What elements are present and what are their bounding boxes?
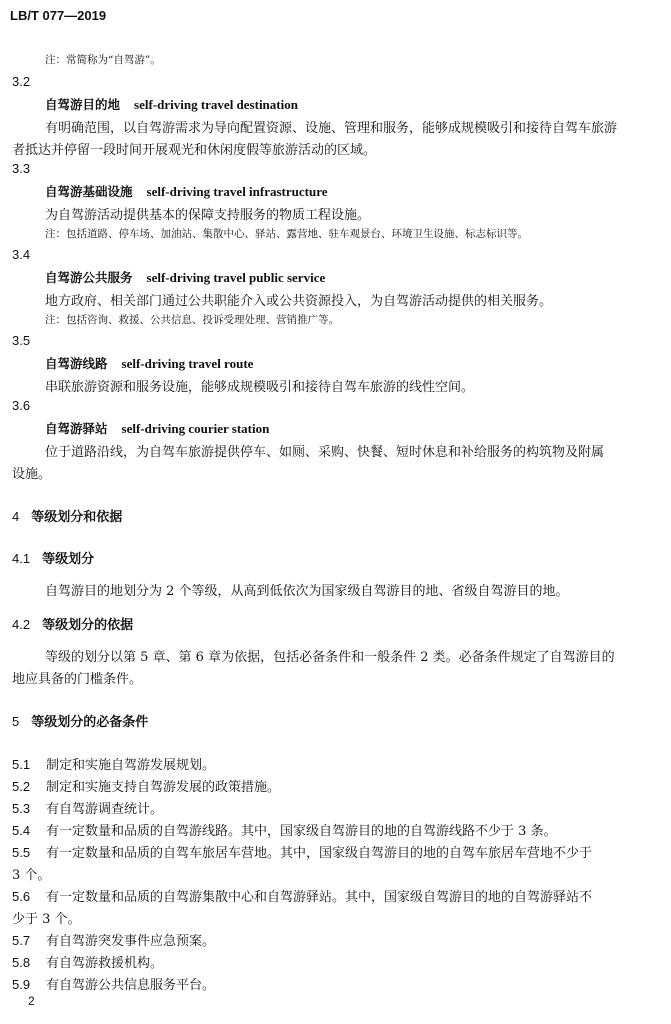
term-zh: 自驾游基础设施 [45, 184, 133, 199]
term-en: self-driving travel public service [146, 270, 326, 285]
item-continuation: 3 个。 [12, 868, 51, 883]
requirement-item [12, 820, 557, 839]
document-code: LB/T 077—2019 [10, 8, 107, 23]
term-zh: 自驾游公共服务 [45, 270, 133, 285]
body-line: 等级的划分以第 5 章、第 6 章为依据，包括必备条件和一般条件 2 类。必备条件规定了自驾游目的 [45, 650, 615, 665]
item-continuation: 少于 3 个。 [12, 912, 81, 927]
section-title: 等级划分的必备条件 [31, 715, 149, 730]
item-text: 有自驾游救援机构。 [46, 956, 164, 971]
item-number: 5.1 [12, 757, 31, 772]
requirement-item [12, 842, 592, 861]
term-heading [45, 354, 253, 372]
body-line: 地应具备的门槛条件。 [12, 672, 143, 687]
term-en: self-driving travel infrastructure [146, 184, 328, 199]
section-number: 4.1 [12, 551, 31, 566]
requirement-item [12, 886, 592, 905]
definition-line: 为自驾游活动提供基本的保障支持服务的物质工程设施。 [45, 208, 371, 223]
section-title: 等级划分和依据 [31, 510, 123, 525]
note-text: 注：常简称为“自驾游”。 [45, 54, 161, 66]
item-number: 5.6 [12, 889, 31, 904]
section-heading [12, 506, 122, 525]
term-zh: 自驾游驿站 [45, 421, 108, 436]
item-number: 5.4 [12, 823, 31, 838]
item-text: 有自驾游突发事件应急预案。 [46, 934, 216, 949]
section-heading [12, 614, 133, 633]
section-number: 4 [12, 509, 20, 524]
item-number: 5.5 [12, 845, 31, 860]
section-number: 4.2 [12, 617, 31, 632]
item-text: 有一定数量和品质的自驾游集散中心和自驾游驿站。其中，国家级自驾游目的地的自驾游驿站不 [46, 890, 593, 905]
definition-line: 设施。 [12, 467, 52, 482]
requirement-item [12, 952, 163, 971]
item-number: 5.3 [12, 801, 31, 816]
section-number: 5 [12, 714, 20, 729]
item-text: 制定和实施支持自驾游发展的政策措施。 [46, 780, 281, 795]
clause-number: 3.6 [12, 398, 31, 413]
section-heading [12, 711, 148, 730]
clause-number: 3.4 [12, 247, 31, 262]
section-title: 等级划分的依据 [42, 618, 134, 633]
note-text: 注：包括咨询、救援、公共信息、投诉受理处理、营销推广等。 [45, 314, 339, 326]
requirement-item [12, 754, 215, 773]
note-text: 注：包括道路、停车场、加油站、集散中心、驿站、露营地、驻车观景台、环境卫生设施、标志标识等。 [45, 228, 528, 240]
definition-line: 地方政府、相关部门通过公共职能介入或公共资源投入，为自驾游活动提供的相关服务。 [45, 294, 553, 309]
definition-line: 串联旅游资源和服务设施，能够成规模吸引和接待自驾车旅游的线性空间。 [45, 380, 475, 395]
requirement-item [12, 798, 163, 817]
clause-number: 3.5 [12, 333, 31, 348]
clause-number: 3.3 [12, 161, 31, 176]
definition-line: 位于道路沿线，为自驾车旅游提供停车、如厕、采购、快餐、短时休息和补给服务的构筑物及附属 [45, 445, 605, 460]
term-zh: 自驾游线路 [45, 356, 108, 371]
item-text: 有自驾游调查统计。 [46, 802, 164, 817]
term-heading [45, 419, 269, 437]
term-heading [45, 268, 325, 286]
term-en: self-driving travel route [121, 356, 254, 371]
item-text: 有自驾游公共信息服务平台。 [46, 978, 216, 993]
item-number: 5.7 [12, 933, 31, 948]
requirement-item [12, 974, 215, 993]
term-zh: 自驾游目的地 [45, 97, 121, 112]
item-text: 有一定数量和品质的自驾车旅居车营地。其中，国家级自驾游目的地的自驾车旅居车营地不少于 [46, 846, 593, 861]
item-number: 5.2 [12, 779, 31, 794]
definition-line: 有明确范围，以自驾游需求为导向配置资源、设施、管理和服务，能够成规模吸引和接待自驾车旅游 [45, 121, 618, 136]
section-title: 等级划分 [42, 552, 95, 567]
page-number: 2 [28, 994, 35, 1008]
item-text: 制定和实施自驾游发展规划。 [46, 758, 216, 773]
item-number: 5.8 [12, 955, 31, 970]
clause-number: 3.2 [12, 74, 31, 89]
section-heading [12, 548, 94, 567]
requirement-item [12, 776, 280, 795]
term-heading [45, 95, 298, 113]
term-heading [45, 182, 328, 200]
body-line: 自驾游目的地划分为 2 个等级，从高到低依次为国家级自驾游目的地、省级自驾游目的地。 [45, 584, 569, 599]
term-en: self-driving courier station [121, 421, 270, 436]
item-number: 5.9 [12, 977, 31, 992]
definition-line: 者抵达并停留一段时间开展观光和休闲度假等旅游活动的区域。 [12, 143, 377, 158]
requirement-item [12, 930, 215, 949]
term-en: self-driving travel destination [134, 97, 298, 112]
item-text: 有一定数量和品质的自驾游线路。其中，国家级自驾游目的地的自驾游线路不少于 3 条。 [46, 824, 557, 839]
